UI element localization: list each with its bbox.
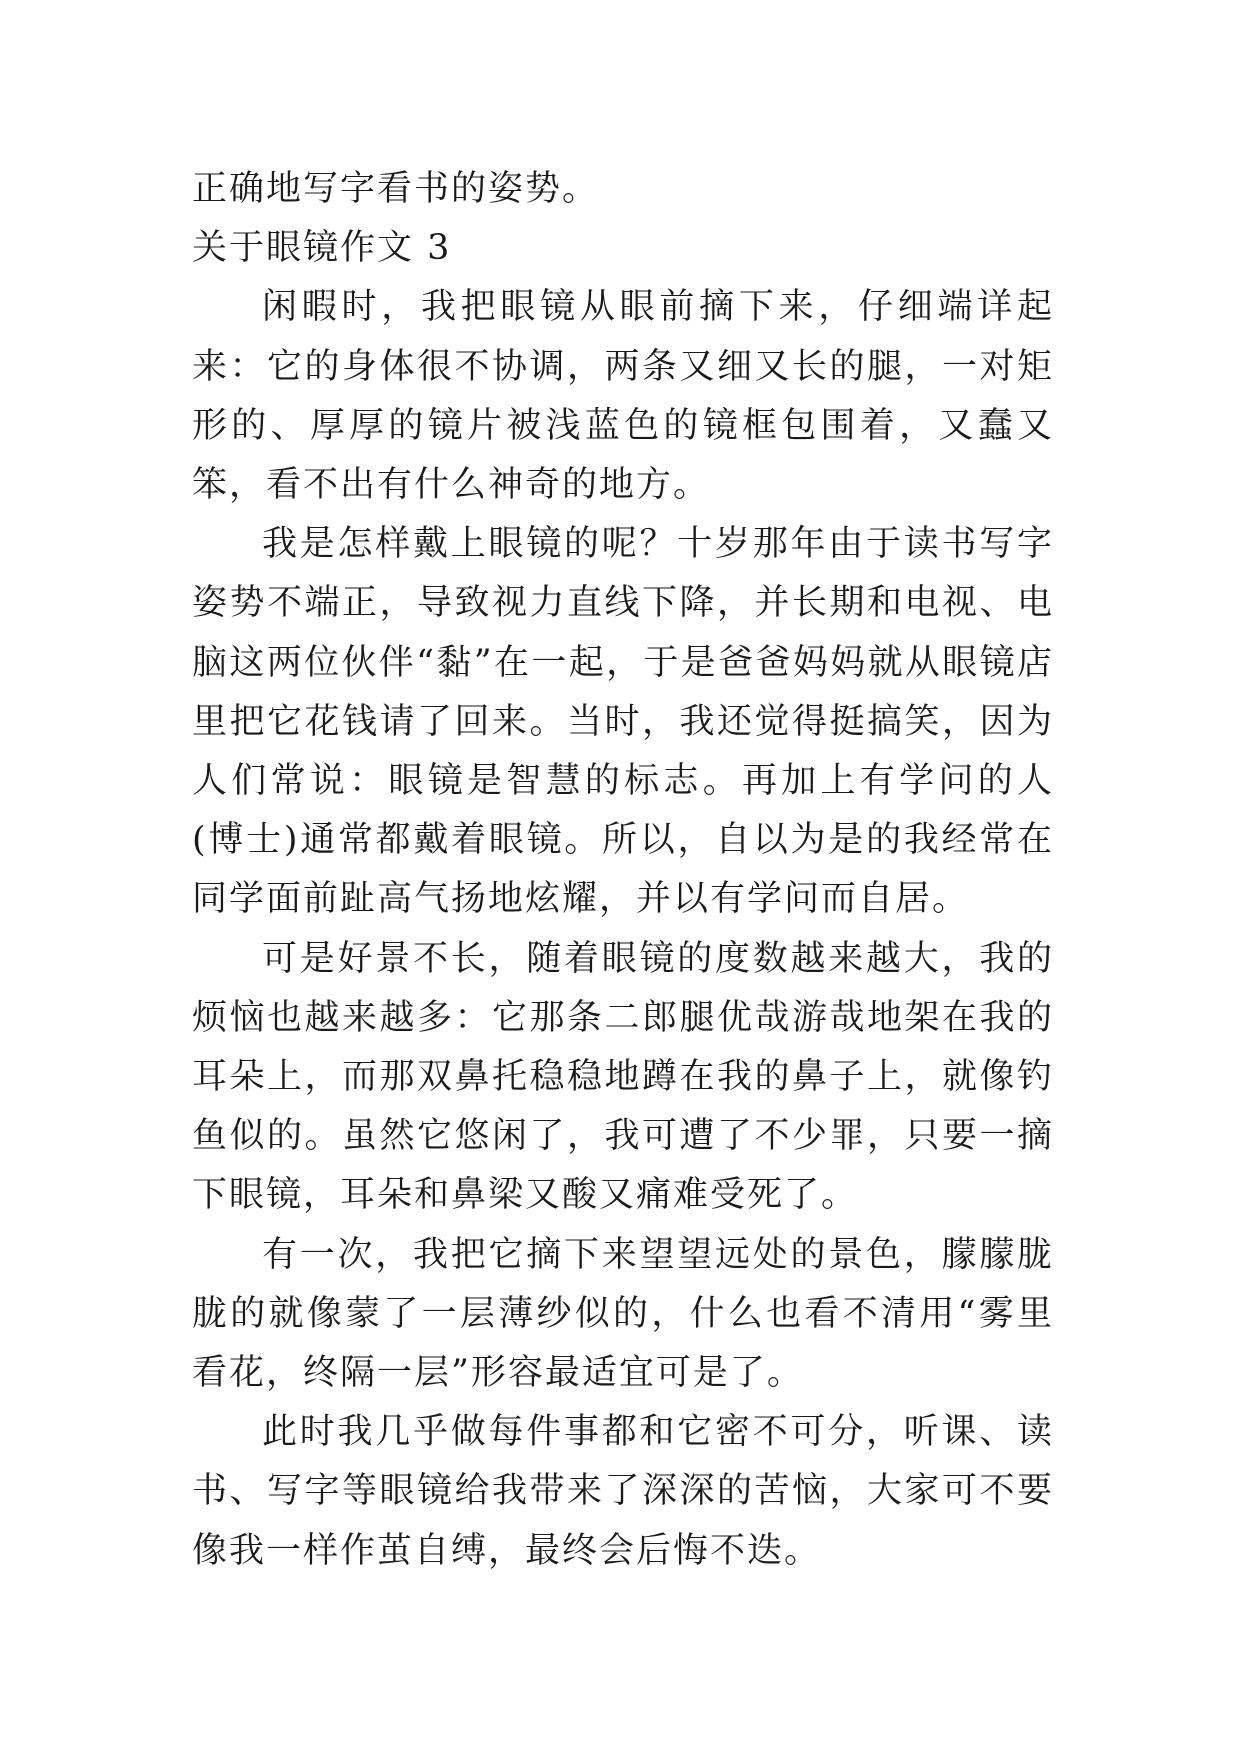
lead-line: 正确地写字看书的姿势。 (192, 169, 600, 209)
paragraph-2: 我是怎样戴上眼镜的呢？十岁那年由于读书写字姿势不端正，导致视力直线下降，并长期和电视、电脑这两位伙伴“黏”在一起，于是爸爸妈妈就从眼镜店里把它花钱请了回来。当时，我还觉得挺搞笑，因为人们常说：眼镜是智慧的标志。再加上有学问的人(博士)通常都戴着眼镜。所以，自以为是的我经常在同学面前趾高气扬地炫耀，并以有学问而自居。 (192, 524, 1054, 920)
document-page (192, 160, 1054, 1581)
paragraph-3: 可是好景不长，随着眼镜的度数越来越大，我的烦恼也越来越多：它那条二郎腿优哉游哉地架在我的耳朵上，而那双鼻托稳稳地蹲在我的鼻子上，就像钓鱼似的。虽然它悠闲了，我可遭了不少罪，只要一摘下眼镜，耳朵和鼻梁又酸又痛难受死了。 (192, 938, 1054, 1216)
paragraph-1: 闲暇时，我把眼镜从眼前摘下来，仔细端详起来：它的身体很不协调，两条又细又长的腿，一对矩形的、厚厚的镜片被浅蓝色的镜框包围着，又蠢又笨，看不出有什么神奇的地方。 (192, 287, 1054, 506)
essay-heading: 关于眼镜作文 3 (192, 228, 452, 269)
paragraph-4: 有一次，我把它摘下来望望远处的景色，朦朦胧胧的就像蒙了一层薄纱似的，什么也看不清用“雾里看花，终隔一层”形容最适宜可是了。 (192, 1234, 1054, 1394)
paragraph-5: 此时我几乎做每件事都和它密不可分，听课、读书、写字等眼镜给我带来了深深的苦恼，大家可不要像我一样作茧自缚，最终会后悔不迭。 (192, 1412, 1054, 1571)
